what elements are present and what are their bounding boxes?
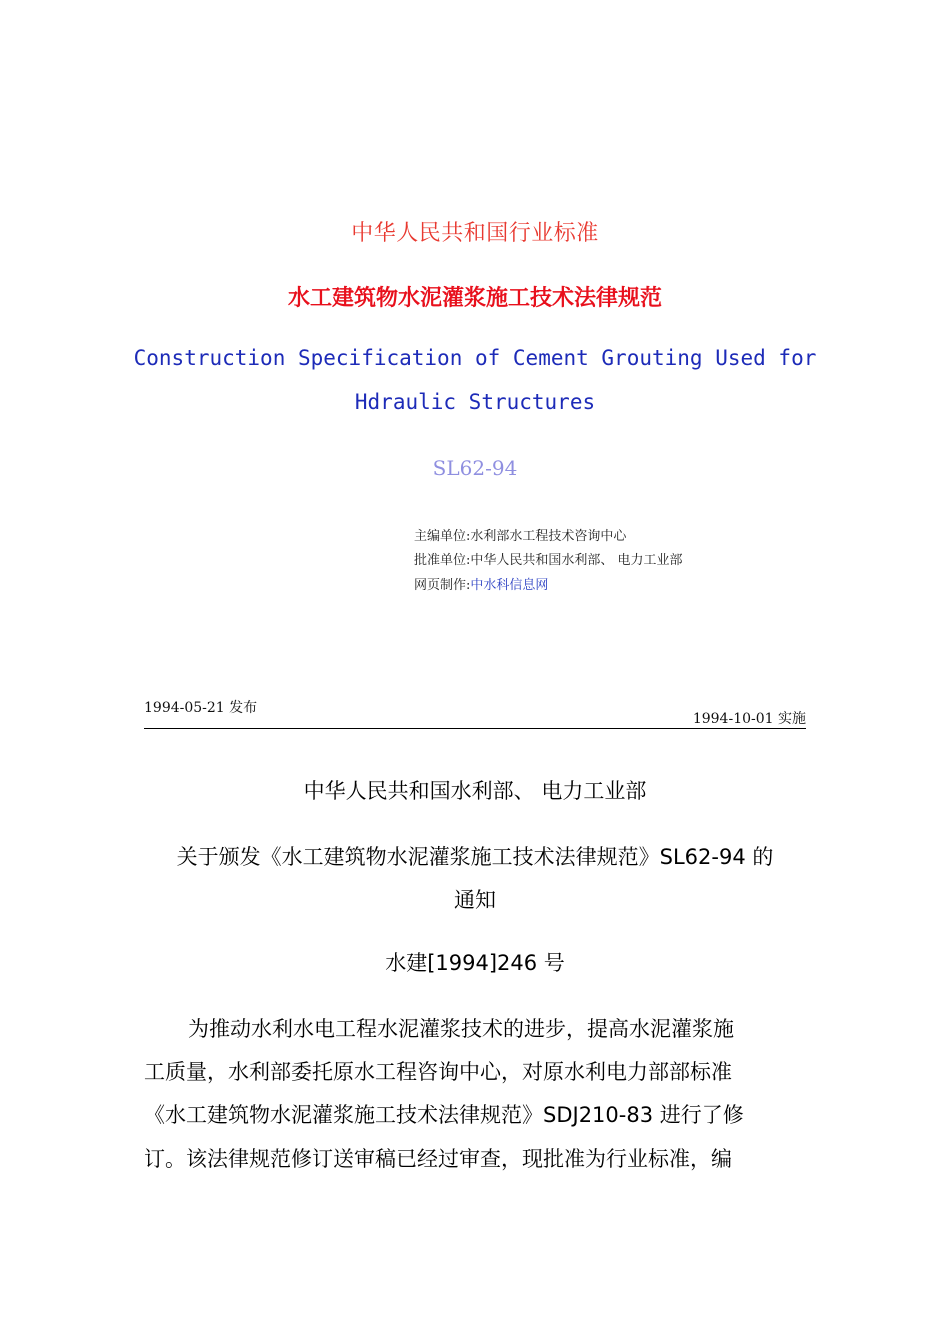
- editor-unit-value: 水利部水工程技术咨询中心: [470, 529, 627, 544]
- notice-title-line2: 通知: [454, 888, 496, 912]
- body-text-line: 为推动水利水电工程水泥灌浆技术的进步，提高水泥灌浆施: [188, 1017, 734, 1041]
- body-text-line: 订。该法律规范修订送审稿已经过审查，现批准为行业标准，编: [144, 1147, 732, 1171]
- effective-date: 1994-10-01 实施: [692, 711, 806, 727]
- notice-issuer: 中华人民共和国水利部、 电力工业部: [303, 779, 647, 803]
- document-number: 水建[1994]246 号: [385, 951, 565, 975]
- body-text-line: 工质量，水利部委托原水工程咨询中心，对原水利电力部部标准: [144, 1060, 732, 1084]
- editor-unit-label: 主编单位:: [414, 529, 471, 544]
- editor-unit: [414, 525, 626, 544]
- document-title-en-line1: Construction Specification of Cement Grouting Used for: [133, 346, 817, 370]
- web-producer-link[interactable]: 中水科信息网: [470, 578, 549, 593]
- issue-date: 1994-05-21 发布: [144, 700, 258, 716]
- standard-category: 中华人民共和国行业标准: [351, 221, 599, 246]
- web-producer-label: 网页制作:: [414, 578, 471, 593]
- document-title-cn: 水工建筑物水泥灌浆施工技术法律规范: [287, 286, 662, 311]
- approver-unit-label: 批准单位:: [414, 553, 471, 568]
- web-producer: [414, 574, 548, 593]
- document-title-en-line2: Hdraulic Structures: [354, 390, 596, 414]
- approver-unit: [414, 549, 683, 568]
- approver-unit-value: 中华人民共和国水利部、 电力工业部: [470, 553, 683, 568]
- notice-title-line1: 关于颁发《水工建筑物水泥灌浆施工技术法律规范》SL62-94 的: [176, 845, 774, 869]
- divider-rule: [144, 728, 806, 729]
- body-text-line: 《水工建筑物水泥灌浆施工技术法律规范》SDJ210-83 进行了修: [144, 1103, 744, 1127]
- standard-code: SL62-94: [432, 456, 518, 480]
